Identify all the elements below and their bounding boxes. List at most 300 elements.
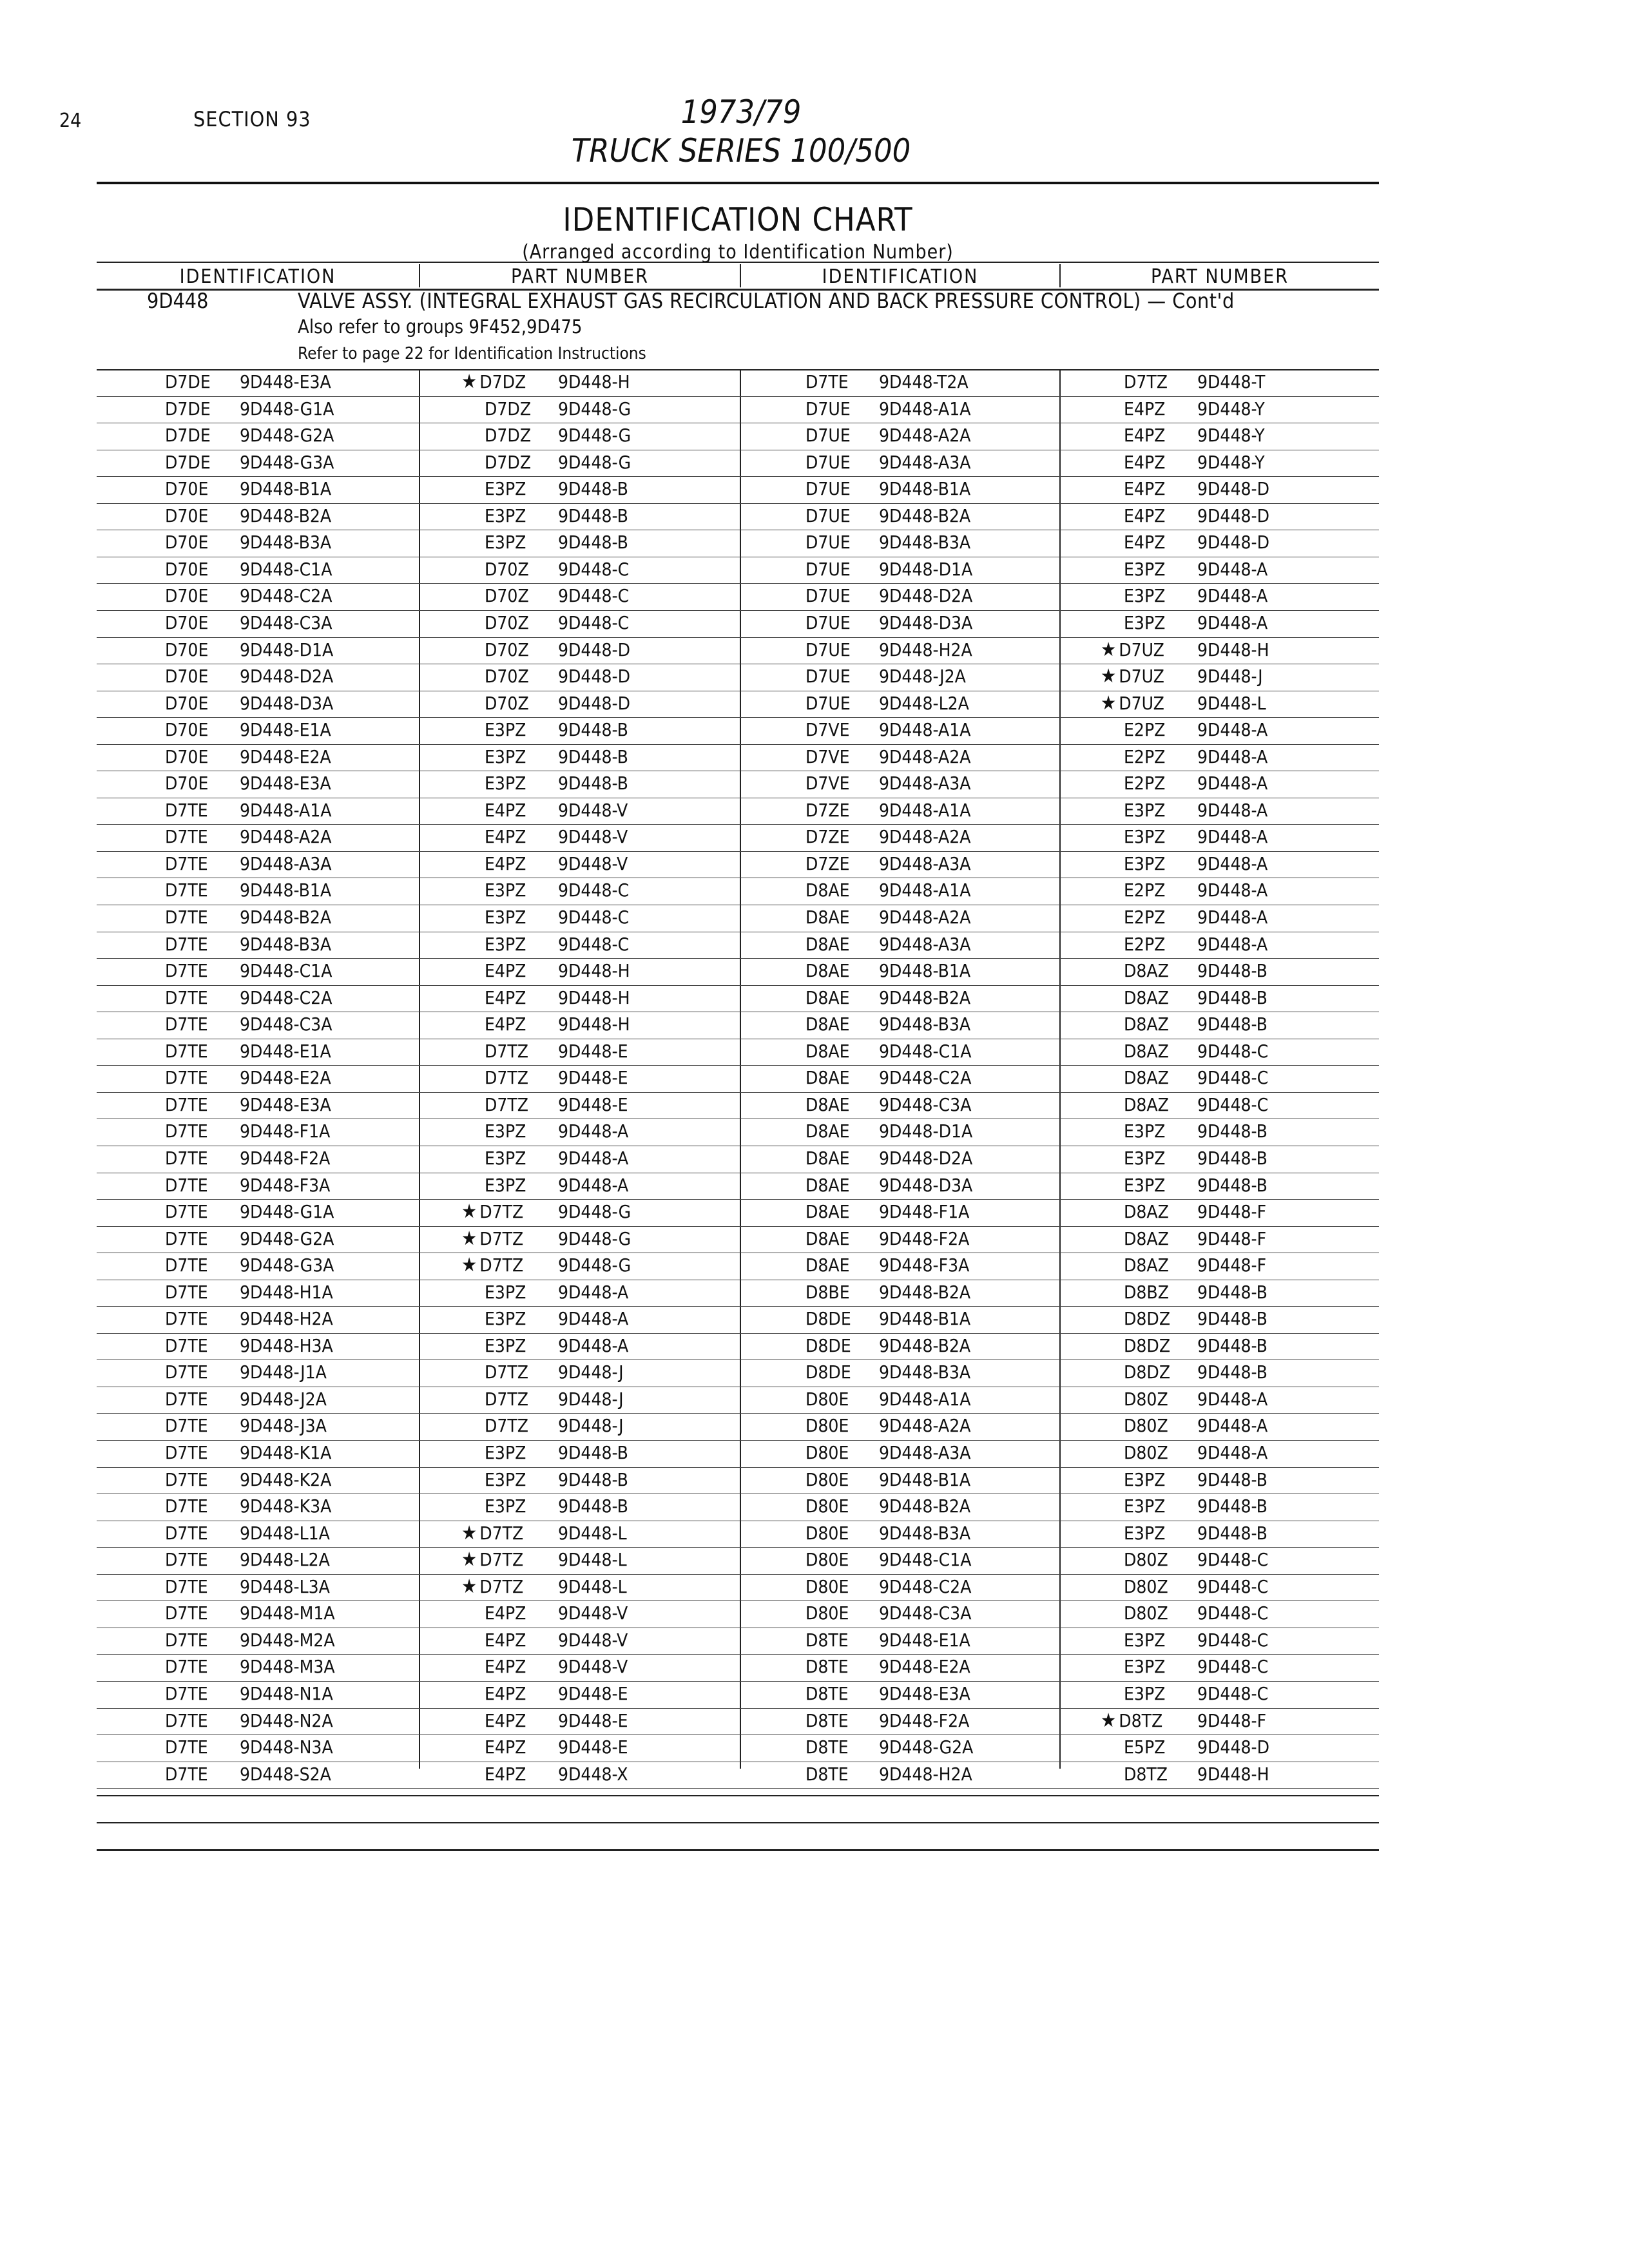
cell-ident-right-part [879, 1764, 972, 1785]
cell-text: D7TZ [485, 1361, 529, 1383]
cell-text: E2PZ [1124, 907, 1166, 928]
group-bottom-rule [97, 369, 1379, 370]
cell-text: 9D448-L [558, 1575, 627, 1597]
cell-part-right-code [1124, 1282, 1169, 1303]
cell-ident-right-code [805, 1737, 849, 1758]
cell-part-right-number [1197, 425, 1265, 446]
cell-ident-right-code [805, 1577, 849, 1597]
cell-part-right-number [1197, 747, 1268, 767]
cell-text: D7DZ [485, 425, 532, 447]
chart-title: IDENTIFICATION CHART [563, 201, 913, 238]
cell-ident-right-part [879, 1068, 971, 1088]
group-note-refer-groups: Also refer to groups 9F452,9D475 [298, 316, 583, 338]
cell-part-right-code [1124, 532, 1165, 553]
cell-text: D7DE [165, 425, 211, 447]
cell-text: D7DZ [485, 451, 532, 473]
cell-text: 9D448-F [1197, 1254, 1267, 1276]
cell-text: 9D448-G [558, 1254, 631, 1276]
cell-part-left-number [558, 1095, 628, 1115]
cell-text: 9D448-E [558, 1067, 628, 1089]
cell-text: 9D448-F3A [240, 1174, 331, 1196]
cell-text: E2PZ [1124, 745, 1166, 767]
row-rule [97, 958, 1379, 959]
cell-ident-right-code [805, 479, 851, 499]
cell-ident-right-part [879, 1630, 970, 1651]
cell-text: E3PZ [485, 505, 526, 526]
cell-ident-right-code [805, 693, 851, 714]
cell-part-left-number [558, 372, 630, 392]
cell-ident-right-part [879, 1202, 969, 1222]
cell-text: 9D448-C3A [240, 611, 333, 633]
cell-ident-right-code [805, 1229, 850, 1249]
cell-part-left-code [485, 532, 526, 553]
cell-text: D7TE [165, 1495, 208, 1517]
cell-ident-left-code [165, 1764, 208, 1785]
cell-part-left-code [485, 854, 526, 874]
cell-text: D7UE [805, 532, 851, 553]
cell-text: D7TE [165, 1174, 208, 1196]
cell-ident-right-code [805, 1550, 849, 1570]
cell-text: E3PZ [1124, 826, 1166, 848]
cell-text: 9D448-G1A [240, 398, 334, 419]
cell-text: D8BZ [1124, 1281, 1169, 1303]
cell-part-left-code [485, 506, 526, 526]
cell-ident-left-part [240, 1684, 333, 1704]
cell-ident-right-part [879, 479, 970, 499]
cell-part-left-number [558, 452, 631, 473]
cell-ident-right-part [879, 1282, 970, 1303]
cell-text: D7UZ [1119, 666, 1164, 687]
cell-part-left-code [461, 1229, 523, 1249]
star-icon: ★ [461, 1548, 477, 1571]
cell-text: D70E [165, 719, 209, 741]
cell-text: D8AE [805, 986, 850, 1008]
cell-text: 9D448-B [1197, 1174, 1268, 1196]
cell-text: 9D448-E1A [879, 1629, 970, 1651]
row-rule [97, 1654, 1379, 1655]
cell-part-right-code [1124, 1416, 1168, 1436]
cell-ident-right-part [879, 773, 970, 794]
cell-ident-left-part [240, 1496, 331, 1517]
cell-text: E3PZ [485, 1174, 526, 1196]
cell-text: E3PZ [1124, 1629, 1166, 1651]
cell-ident-left-part [240, 640, 333, 660]
cell-part-left-number [558, 720, 628, 740]
cell-text: 9D448-A [1197, 879, 1268, 901]
cell-ident-left-code [165, 1684, 208, 1704]
cell-text: 9D448-B2A [879, 1334, 971, 1356]
cell-ident-left-part [240, 425, 334, 446]
cell-ident-left-part [240, 1202, 334, 1222]
cell-text: D8TE [805, 1656, 849, 1678]
cell-ident-right-code [805, 1711, 849, 1731]
cell-part-right-number [1197, 1095, 1268, 1115]
cell-ident-right-code [805, 720, 850, 740]
cell-part-left-code [485, 693, 529, 714]
cell-text: 9D448-D [1197, 505, 1269, 526]
cell-text: D80Z [1124, 1575, 1168, 1597]
cell-text: D7TE [165, 1201, 208, 1223]
row-rule [97, 717, 1379, 718]
cell-ident-right-code [805, 1068, 850, 1088]
cell-ident-left-code [165, 372, 211, 392]
cell-text: D7TE [165, 1067, 208, 1089]
cell-text: E3PZ [485, 1442, 526, 1463]
cell-text: E3PZ [485, 719, 526, 741]
cell-text: 9D448-A1A [879, 799, 971, 821]
cell-part-right-number [1197, 773, 1268, 794]
cell-ident-left-code [165, 1603, 208, 1624]
cell-text: D7TZ [1124, 371, 1168, 392]
cell-ident-left-part [240, 1121, 330, 1142]
cell-text: D8DZ [1124, 1334, 1171, 1356]
cell-text: D70E [165, 611, 209, 633]
cell-ident-left-part [240, 1737, 333, 1758]
cell-part-left-code [485, 613, 529, 633]
cell-part-right-code [1124, 907, 1165, 928]
row-rule [97, 503, 1379, 504]
row-rule [97, 1333, 1379, 1334]
cell-text: 9D448-B [1197, 1014, 1268, 1035]
cell-text: 9D448-C [1197, 1040, 1269, 1062]
section-label: SECTION 93 [193, 107, 311, 131]
cell-text: E3PZ [485, 1120, 526, 1142]
cell-ident-left-code [165, 1229, 208, 1249]
cell-part-right-code [1124, 1255, 1169, 1276]
row-rule [97, 583, 1379, 584]
cell-text: 9D448-J1A [240, 1361, 327, 1383]
cell-part-left-code [485, 988, 526, 1008]
cell-part-right-code [1124, 934, 1165, 955]
cell-part-right-code [1124, 1068, 1169, 1088]
cell-part-right-number [1197, 720, 1268, 740]
cell-text: D8AE [805, 1147, 850, 1169]
cell-text: D8AE [805, 1040, 850, 1062]
cell-part-left-number [558, 907, 629, 928]
cell-text: E3PZ [1124, 1468, 1166, 1490]
cell-part-left-number [558, 1041, 628, 1062]
cell-text: 9D448-D [558, 692, 630, 714]
cell-ident-right-part [879, 693, 969, 714]
cell-text: D7ZE [805, 799, 850, 821]
cell-text: D70Z [485, 639, 529, 660]
column-header-identification-1: IDENTIFICATION [179, 265, 336, 288]
cell-part-right-code [1124, 506, 1165, 526]
cell-text: 9D448-B [1197, 1308, 1268, 1330]
cell-ident-left-code [165, 907, 208, 928]
cell-text: D7TE [165, 1709, 208, 1731]
cell-text: E4PZ [1124, 425, 1166, 447]
cell-text: D7TZ [479, 1201, 524, 1223]
cell-text: 9D448-A [1197, 1388, 1268, 1410]
cell-part-right-code [1124, 559, 1165, 580]
cell-text: 9D448-B [1197, 1361, 1268, 1383]
cell-ident-left-part [240, 693, 333, 714]
cell-text: 9D448-D [558, 666, 630, 687]
cell-part-left-number [558, 1202, 631, 1222]
cell-text: 9D448-A2A [879, 826, 971, 848]
cell-ident-left-part [240, 506, 331, 526]
cell-text: 9D448-F1A [879, 1201, 970, 1223]
cell-ident-left-part [240, 1309, 333, 1329]
cell-text: 9D448-F2A [879, 1709, 970, 1731]
cell-part-left-code [485, 1657, 526, 1677]
cell-text: D7UE [805, 611, 851, 633]
cell-ident-right-part [879, 1175, 972, 1196]
cell-part-right-number [1197, 666, 1263, 687]
cell-ident-right-part [879, 559, 972, 580]
cell-part-left-code [485, 452, 531, 473]
cell-part-right-code [1124, 399, 1165, 419]
cell-ident-left-code [165, 1202, 208, 1222]
cell-text: 9D448-A2A [240, 826, 332, 848]
cell-text: 9D448-V [558, 826, 628, 848]
cell-ident-right-part [879, 1416, 970, 1436]
cell-ident-left-code [165, 1577, 208, 1597]
cell-part-left-code [485, 399, 531, 419]
cell-text: 9D448-D1A [879, 1120, 973, 1142]
cell-ident-left-part [240, 479, 331, 499]
cell-text: D80Z [1124, 1442, 1168, 1463]
cell-text: E3PZ [1124, 1682, 1166, 1704]
cell-text: E3PZ [485, 1495, 526, 1517]
cell-text: 9D448-A3A [879, 933, 971, 955]
cell-text: E2PZ [1124, 773, 1166, 794]
cell-text: 9D448-E [558, 1682, 628, 1704]
cell-ident-right-code [805, 1496, 849, 1517]
cell-part-right-code [1124, 1443, 1168, 1463]
cell-ident-left-code [165, 640, 208, 660]
cell-ident-right-part [879, 666, 966, 687]
cell-text: D7TE [165, 907, 208, 928]
cell-ident-left-code [165, 1362, 208, 1383]
cell-part-right-number [1197, 1202, 1266, 1222]
cell-part-right-number [1197, 1389, 1268, 1410]
cell-part-right-code [1124, 747, 1165, 767]
cell-text: 9D448-H [1197, 1763, 1269, 1785]
cell-part-right-number [1197, 506, 1269, 526]
cell-text: 9D448-L [558, 1522, 627, 1544]
cell-text: 9D448-A3A [879, 773, 971, 794]
cell-ident-right-part [879, 425, 970, 446]
cell-text: 9D448-B [558, 773, 628, 794]
cell-text: 9D448-F [1197, 1709, 1267, 1731]
cell-part-left-code [461, 1255, 523, 1276]
cell-text: D8AZ [1124, 1254, 1169, 1276]
cell-part-right-code [1124, 961, 1169, 981]
cell-text: 9D448-C2A [240, 986, 333, 1008]
cell-text: 9D448-C [1197, 1656, 1269, 1678]
cell-text: 9D448-G2A [240, 1227, 334, 1249]
cell-part-left-code [485, 1684, 526, 1704]
star-icon: ★ [1101, 691, 1117, 715]
cell-text: D7UE [805, 558, 851, 580]
cell-part-right-number [1197, 693, 1266, 714]
cell-ident-left-code [165, 479, 208, 499]
cell-part-left-number [558, 934, 629, 955]
cell-part-right-number [1197, 1470, 1268, 1490]
cell-part-right-number [1197, 854, 1268, 874]
star-icon: ★ [461, 1227, 477, 1250]
row-rule [97, 1681, 1379, 1682]
cell-text: D8AZ [1124, 1227, 1169, 1249]
cell-ident-left-part [240, 1148, 330, 1169]
cell-text: D7TE [165, 1522, 208, 1544]
cell-ident-left-code [165, 1148, 208, 1169]
cell-ident-right-part [879, 720, 970, 740]
cell-ident-left-part [240, 720, 331, 740]
cell-part-left-number [558, 1336, 628, 1356]
row-rule [97, 1600, 1379, 1601]
cell-text: 9D448-A [558, 1281, 629, 1303]
footer-rule [97, 1849, 1379, 1851]
cell-text: D80Z [1124, 1602, 1168, 1624]
cell-text: 9D448-V [558, 852, 628, 874]
cell-text: D7TE [165, 1227, 208, 1249]
cell-text: D70E [165, 745, 209, 767]
cell-text: D7TE [165, 799, 208, 821]
cell-part-left-code [485, 640, 529, 660]
cell-text: 9D448-B2A [879, 986, 971, 1008]
cell-text: D7TE [165, 1629, 208, 1651]
cell-text: E3PZ [485, 879, 526, 901]
cell-ident-right-code [805, 666, 851, 687]
cell-text: D8DZ [1124, 1361, 1171, 1383]
cell-text: D7TE [165, 986, 208, 1008]
cell-part-left-code [485, 1389, 528, 1410]
cell-ident-left-part [240, 1657, 335, 1677]
cell-part-left-code [485, 1362, 528, 1383]
cell-ident-right-code [805, 372, 849, 392]
cell-ident-right-code [805, 1309, 851, 1329]
cell-part-left-number [558, 1550, 627, 1570]
cell-part-right-number [1197, 1014, 1268, 1035]
cell-text: 9D448-V [558, 1629, 628, 1651]
cell-ident-left-part [240, 773, 331, 794]
cell-ident-left-code [165, 988, 208, 1008]
cell-ident-right-part [879, 1737, 973, 1758]
cell-text: 9D448-N3A [240, 1736, 333, 1758]
cell-part-left-number [558, 988, 630, 1008]
cell-text: 9D448-A [558, 1174, 629, 1196]
cell-ident-left-part [240, 1068, 331, 1088]
row-rule [97, 476, 1379, 477]
cell-ident-left-code [165, 1737, 208, 1758]
cell-ident-left-code [165, 827, 208, 847]
cell-part-right-number [1197, 1229, 1266, 1249]
cell-part-right-code [1124, 1764, 1168, 1785]
cell-text: 9D448-J2A [879, 666, 966, 687]
cell-part-right-code [1124, 773, 1165, 794]
cell-part-right-number [1197, 880, 1268, 901]
cell-ident-right-part [879, 1041, 971, 1062]
cell-text: 9D448-A [558, 1120, 629, 1142]
cell-ident-right-code [805, 1630, 849, 1651]
cell-part-right-code [1124, 1121, 1165, 1142]
cell-text: D80E [805, 1575, 849, 1597]
cell-ident-right-code [805, 1336, 851, 1356]
cell-part-left-code [485, 880, 526, 901]
cell-part-left-number [558, 1523, 627, 1544]
cell-ident-left-part [240, 854, 331, 874]
cell-part-left-code [485, 1764, 526, 1785]
cell-text: E3PZ [485, 1468, 526, 1490]
cell-text: 9D448-M3A [240, 1656, 335, 1678]
cell-ident-right-part [879, 907, 970, 928]
cell-part-left-number [558, 1657, 628, 1677]
cell-ident-left-code [165, 1282, 208, 1303]
cell-text: D7TE [165, 1549, 208, 1571]
cell-text: 9D448-D [1197, 532, 1269, 553]
cell-ident-left-part [240, 399, 334, 419]
cell-text: E3PZ [485, 933, 526, 955]
cell-text: D7UE [805, 692, 851, 714]
cell-text: 9D448-D3A [240, 692, 334, 714]
cell-part-right-code [1124, 1577, 1168, 1597]
cell-part-right-code [1124, 827, 1165, 847]
star-icon: ★ [461, 1200, 477, 1224]
cell-part-left-code [485, 666, 529, 687]
cell-text: 9D448-B [558, 1442, 628, 1463]
cell-text: D7TE [165, 1254, 208, 1276]
cell-ident-left-code [165, 1711, 208, 1731]
cell-text: 9D448-E2A [879, 1656, 970, 1678]
cell-text: 9D448-C3A [879, 1602, 972, 1624]
cell-text: D70E [165, 532, 209, 553]
cell-text: 9D448-A [1197, 1415, 1268, 1437]
cell-part-left-number [558, 1577, 627, 1597]
cell-text: 9D448-D3A [879, 1174, 973, 1196]
cell-ident-left-part [240, 1630, 335, 1651]
cell-text: D7DE [165, 398, 211, 419]
cell-text: 9D448-Y [1197, 398, 1265, 419]
cell-text: D7TE [165, 1736, 208, 1758]
cell-text: E4PZ [1124, 532, 1166, 553]
cell-text: 9D448-H [558, 986, 630, 1008]
cell-text: D70Z [485, 692, 529, 714]
cell-text: D7ZE [805, 826, 850, 848]
cell-part-left-code [485, 800, 526, 821]
cell-text: 9D448-H [558, 371, 630, 392]
cell-ident-left-part [240, 1362, 327, 1383]
cell-part-right-number [1197, 1603, 1268, 1624]
cell-part-right-code [1124, 1362, 1170, 1383]
cell-ident-left-part [240, 532, 331, 553]
cell-text: 9D448-E1A [240, 1040, 331, 1062]
cell-part-left-number [558, 800, 628, 821]
cell-ident-left-code [165, 1175, 208, 1196]
cell-ident-right-part [879, 827, 970, 847]
cell-text: D8AZ [1124, 1067, 1169, 1089]
cell-text: 9D448-D [1197, 478, 1269, 500]
cell-ident-right-part [879, 934, 970, 955]
cell-text: 9D448-K2A [240, 1468, 332, 1490]
cell-ident-right-code [805, 1684, 849, 1704]
cell-part-right-code [1101, 1711, 1162, 1731]
cell-ident-right-code [805, 907, 850, 928]
row-rule [97, 637, 1379, 638]
cell-part-right-code [1124, 1336, 1170, 1356]
cell-text: 9D448-E [558, 1040, 628, 1062]
cell-text: D8TE [805, 1629, 849, 1651]
cell-part-left-number [558, 1148, 628, 1169]
cell-part-left-number [558, 1684, 628, 1704]
cell-part-right-number [1197, 1416, 1268, 1436]
cell-part-right-number [1197, 1657, 1268, 1677]
cell-text: 9D448-A [1197, 585, 1268, 607]
cell-text: 9D448-A [1197, 907, 1268, 928]
cell-ident-left-code [165, 399, 211, 419]
